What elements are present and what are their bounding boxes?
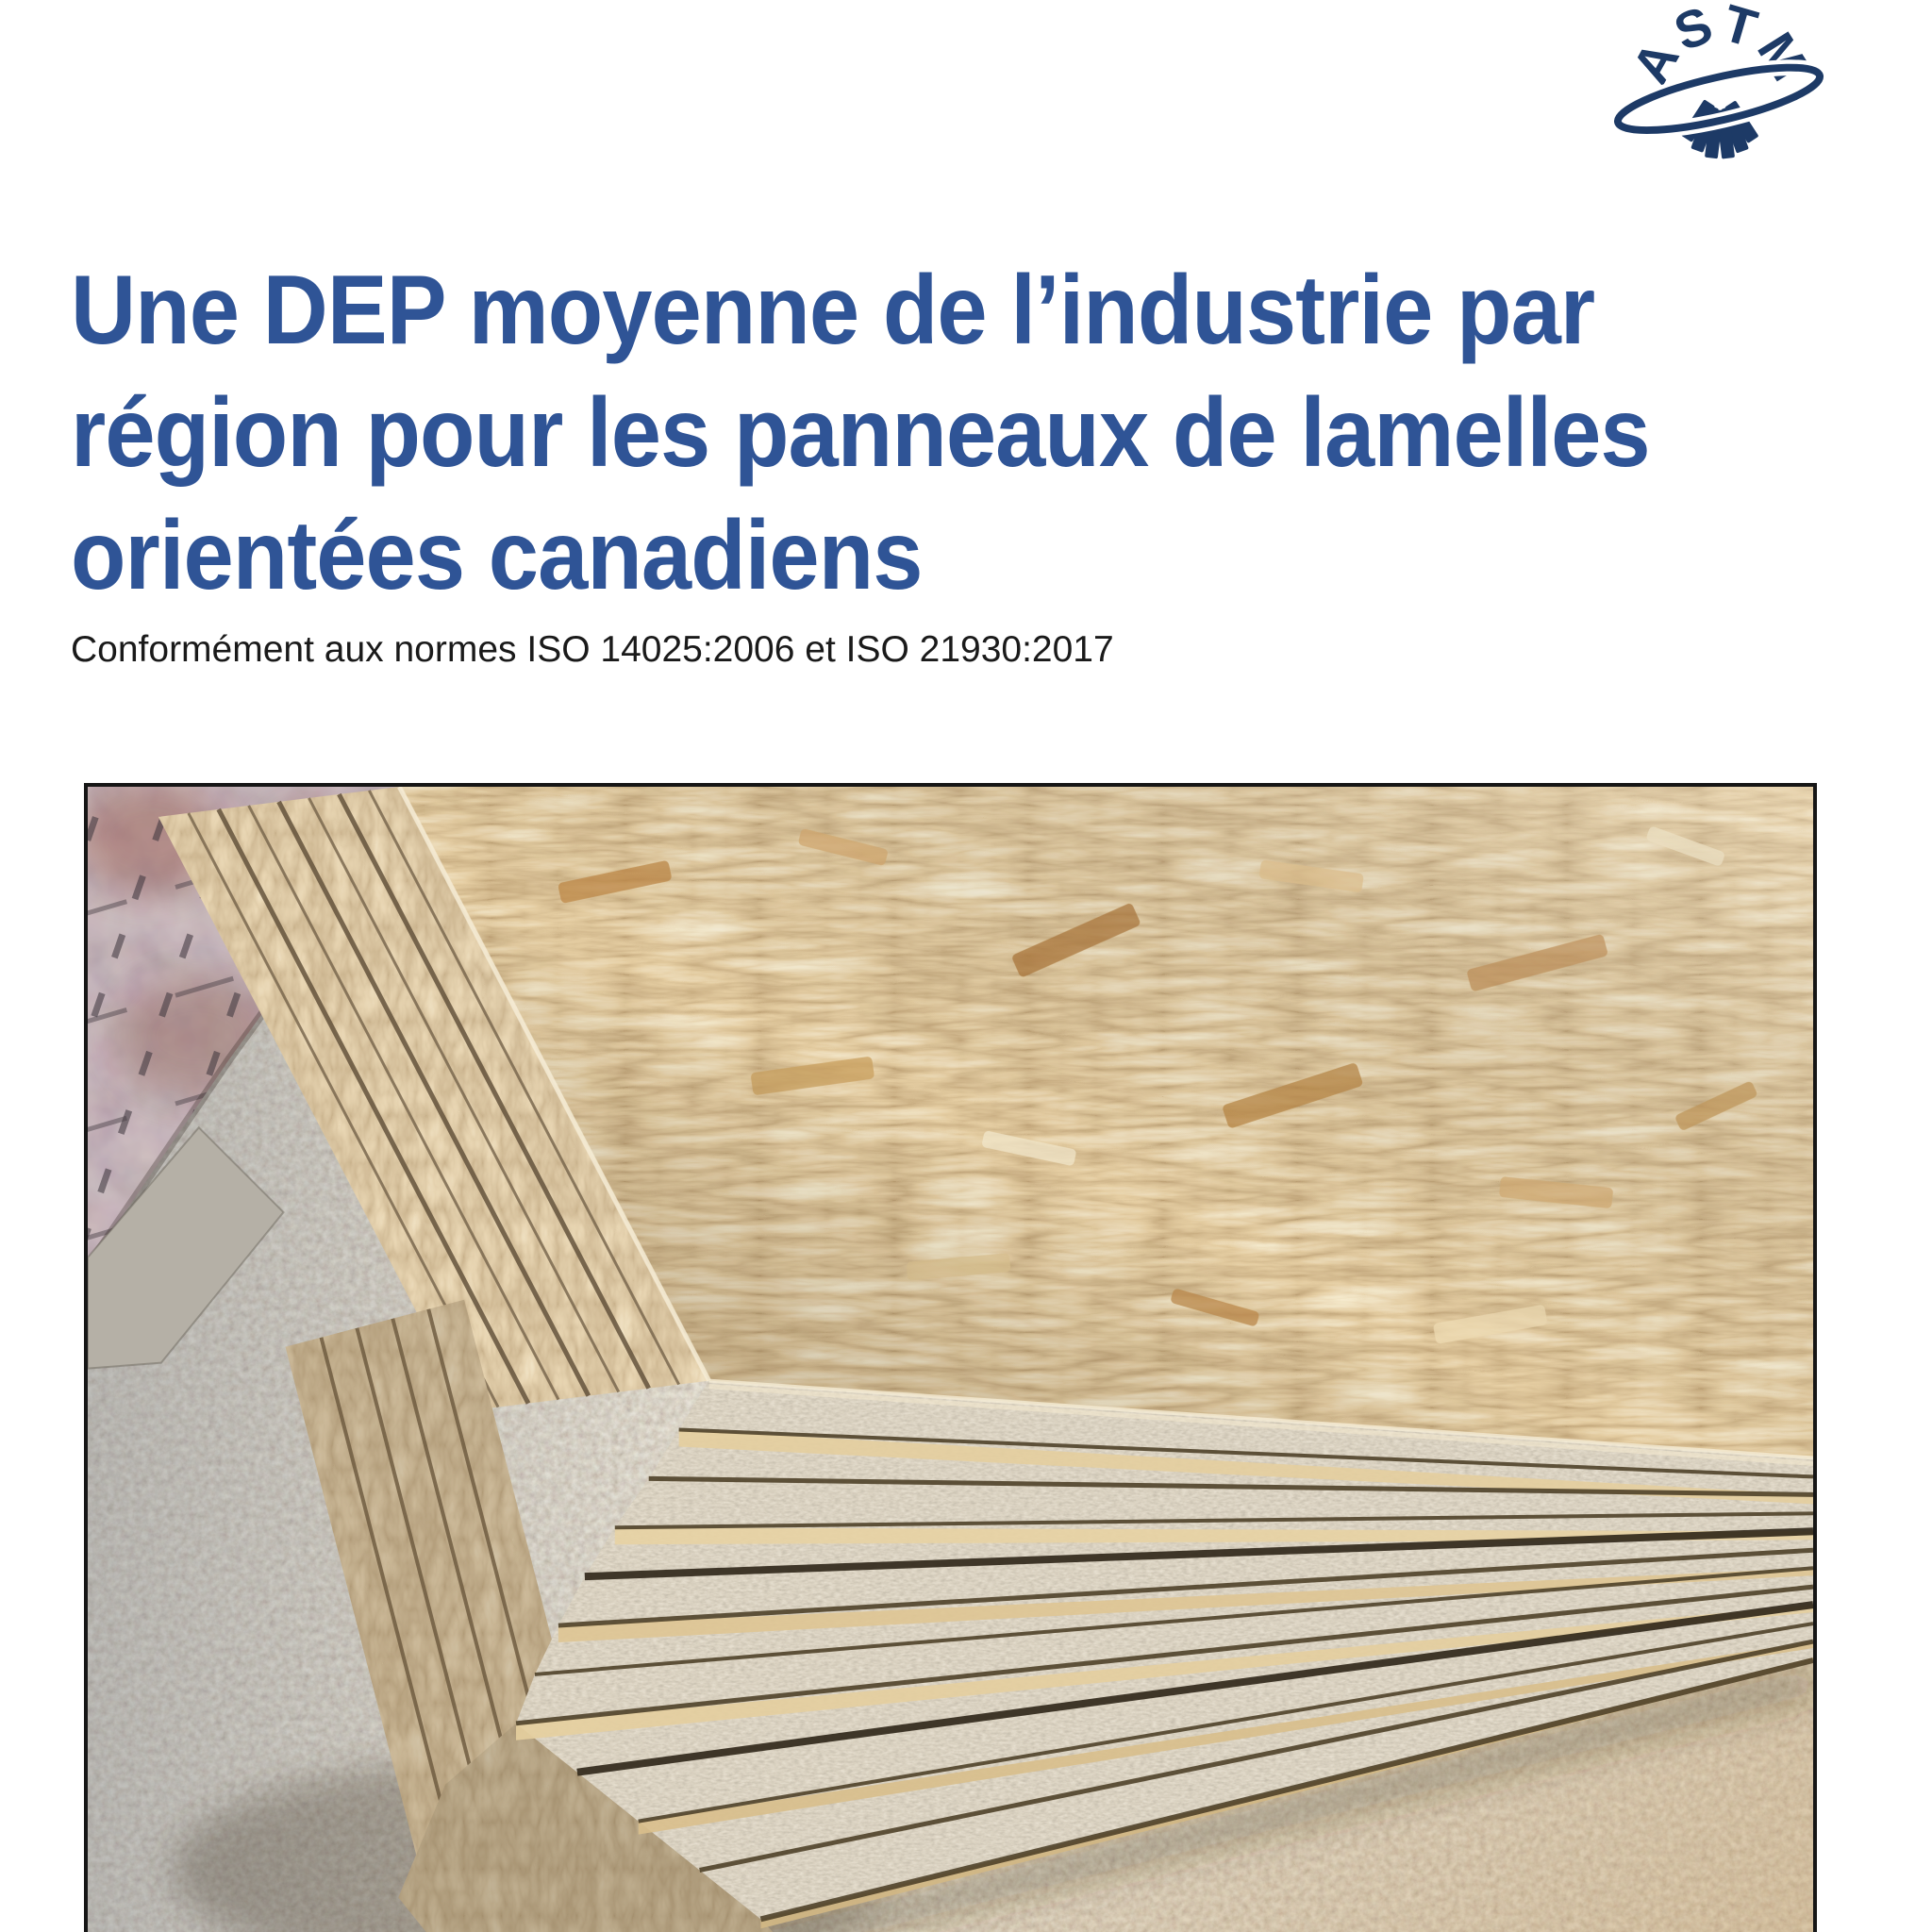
- cover-photo-scene: [88, 787, 1813, 1932]
- astm-logo-glyphs: [1613, 2, 1824, 159]
- cover-photo: [84, 783, 1817, 1932]
- title-line-3: orientées canadiens: [71, 501, 923, 610]
- subtitle: Conformément aux normes ISO 14025:2006 et ISO 21930:2017: [71, 629, 1114, 670]
- title-line-2: région pour les panneaux de lamelles: [71, 378, 1650, 488]
- page-title: [71, 249, 1650, 617]
- title-line-1: Une DEP moyenne de l’industrie par: [71, 256, 1595, 365]
- astm-logo-letters: ASTM: [1621, 2, 1821, 93]
- astm-logo: [1613, 2, 1828, 170]
